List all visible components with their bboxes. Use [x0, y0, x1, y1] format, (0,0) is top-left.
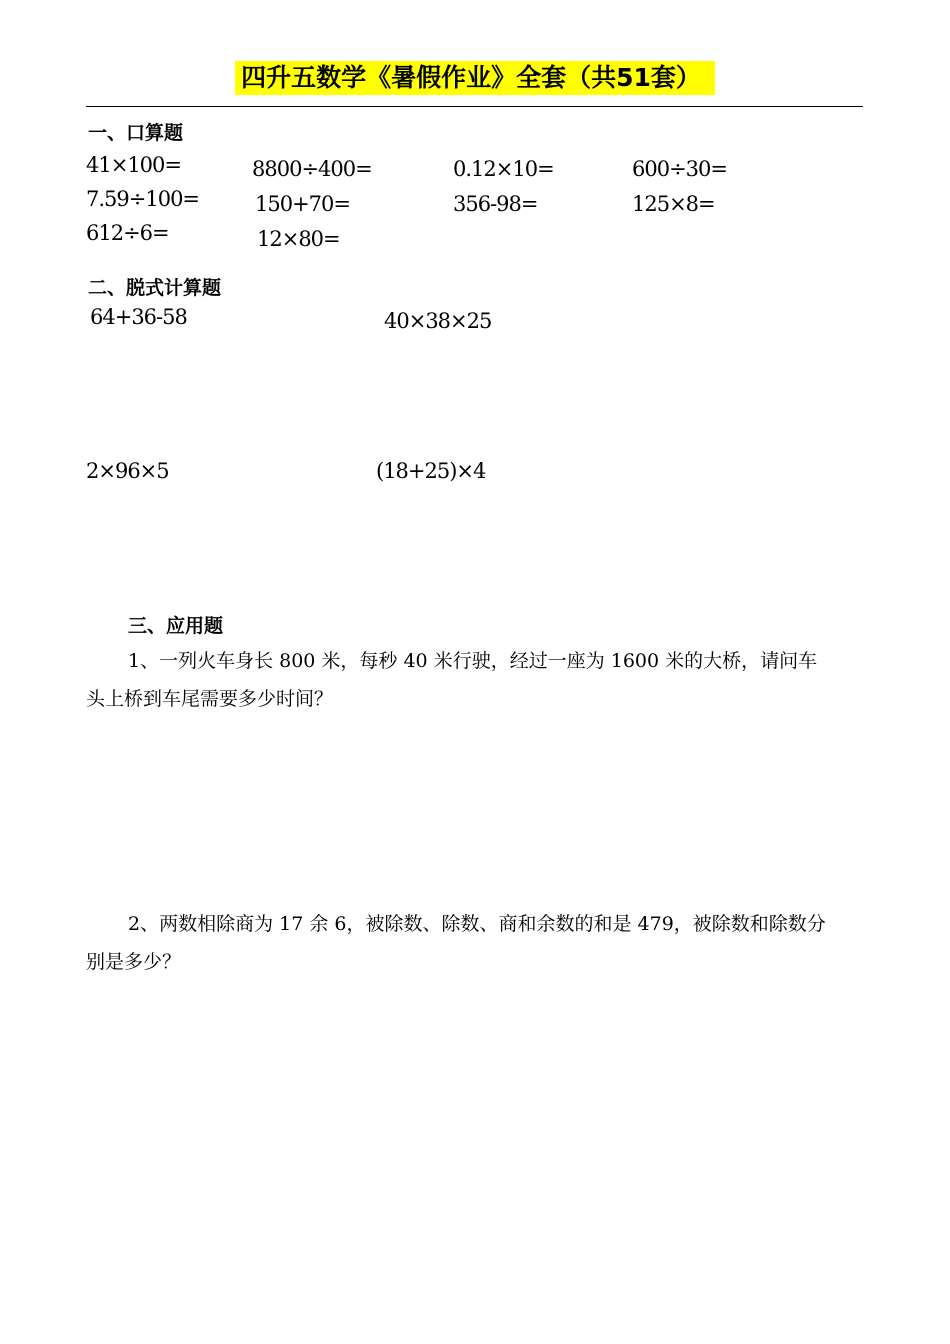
question-2-line-1: 2、两数相除商为 17 余 6，被除数、除数、商和余数的和是 479，被除数和除数分 [128, 913, 826, 935]
section-oral-heading: 一、口算题 [88, 122, 184, 144]
page-title-wrapper [0, 58, 950, 94]
question-2-line-2: 别是多少？ [86, 951, 182, 973]
oral-item-6: 150+70= [255, 192, 350, 216]
section-stepwise-heading: 二、脱式计算题 [88, 277, 222, 299]
stepwise-item-1: 64+36-58 [90, 305, 187, 329]
stepwise-item-4: (18+25)×4 [376, 459, 486, 483]
title-divider [86, 106, 863, 107]
page-title: 四升五数学《暑假作业》全套（共51套） [235, 61, 715, 95]
oral-item-7: 356-98= [453, 192, 538, 216]
oral-item-9: 612÷6= [86, 221, 169, 245]
oral-item-8: 125×8= [632, 192, 715, 216]
oral-item-2: 8800÷400= [252, 157, 372, 181]
section-application-heading: 三、应用题 [128, 615, 224, 637]
oral-item-5: 7.59÷100= [86, 187, 200, 211]
oral-item-1: 41×100= [86, 153, 181, 177]
question-1-line-2: 头上桥到车尾需要多少时间？ [86, 688, 334, 710]
oral-item-3: 0.12×10= [453, 157, 554, 181]
stepwise-item-3: 2×96×5 [86, 459, 169, 483]
oral-item-4: 600÷30= [632, 157, 727, 181]
question-1-line-1: 1、一列火车身长 800 米，每秒 40 米行驶，经过一座为 1600 米的大桥，请问车 [128, 650, 818, 672]
stepwise-item-2: 40×38×25 [384, 309, 492, 333]
oral-item-10: 12×80= [257, 227, 340, 251]
